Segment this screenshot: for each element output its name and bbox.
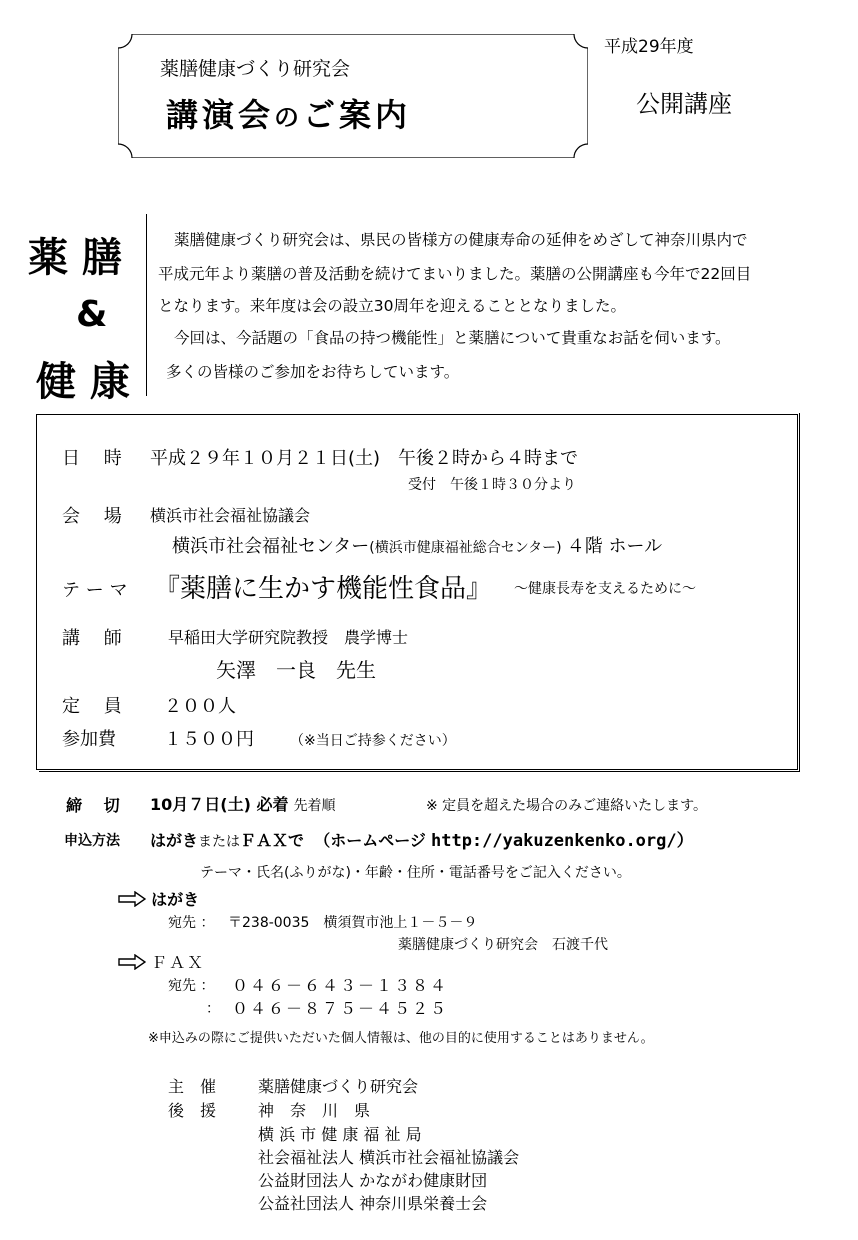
- postcard-address: 〒238-0035 横須賀市池上１－５－９: [228, 915, 478, 931]
- privacy-note: ※申込みの際にご提供いただいた個人情報は、他の目的に使用することはありません。: [148, 1031, 654, 1046]
- plaque-title-part2: の: [274, 103, 304, 132]
- venue-room: ４階 ホール: [566, 536, 663, 557]
- supporter: 公益社団法人 神奈川県栄養士会: [258, 1194, 488, 1213]
- method-or: または: [198, 834, 241, 850]
- plaque-organizer-name: 薬膳健康づくり研究会: [160, 58, 351, 80]
- arrow-right-icon: [118, 954, 146, 970]
- fax-separator: ：: [206, 1001, 220, 1017]
- fee-note: （※当日ご持参ください）: [290, 733, 456, 749]
- fee-label: 参加費: [62, 729, 116, 750]
- venue-place-name: 横浜市社会福祉センター: [172, 536, 370, 557]
- side-heading-line2: &: [76, 294, 108, 335]
- venue-label: 会 場: [62, 506, 122, 527]
- supporter: 公益財団法人 かながわ健康財団: [258, 1171, 488, 1190]
- postcard-address-label: 宛先 ：: [168, 915, 215, 931]
- title-plaque: [118, 34, 588, 158]
- deadline: [150, 792, 336, 815]
- method-label: 申込方法: [64, 833, 120, 849]
- postcard-recipient: 薬膳健康づくり研究会 石渡千代: [398, 937, 608, 953]
- postcard-heading: [118, 887, 199, 910]
- supporter: 社会福祉法人 横浜市社会福祉協議会: [258, 1148, 520, 1167]
- datetime-value: 平成２９年１０月２１日(土) 午後２時から４時まで: [150, 448, 579, 469]
- supporter: 横 浜 市 健 康 福 祉 局: [258, 1125, 422, 1144]
- intro-line: 多くの皆様のご参加をお待ちしています。: [166, 363, 460, 381]
- deadline-note: ※ 定員を超えた場合のみご連絡いたします。: [426, 798, 708, 814]
- lecturer-position: 早稲田大学研究院教授 農学博士: [168, 628, 409, 647]
- deadline-value: 10月７日(土) 必着: [150, 795, 289, 814]
- reception-time: 受付 午後１時３０分より: [408, 477, 576, 493]
- theme-label: テ ー マ: [62, 580, 128, 601]
- method-value: [150, 826, 694, 851]
- fee-value: １５００円: [164, 729, 254, 750]
- side-heading-line3: 健 康: [36, 359, 130, 405]
- lecturer-name: 矢澤 一良 先生: [216, 658, 376, 682]
- host-label: 主 催: [168, 1077, 217, 1096]
- lecture-type: 公開講座: [636, 90, 732, 118]
- side-divider: [146, 214, 147, 396]
- plaque-title-part1: 講演会: [166, 96, 275, 134]
- capacity-label: 定 員: [62, 696, 122, 717]
- datetime-label: 日 時: [62, 448, 122, 469]
- intro-line: 今回は、今話題の「食品の持つ機能性」と薬膳について貴重なお話を伺います。: [174, 329, 731, 347]
- fax-heading: [118, 950, 205, 973]
- method-fax: ＦＡＸで: [240, 831, 305, 850]
- intro-line: 薬膳健康づくり研究会は、県民の皆様方の健康寿命の延伸をめざして神奈川県内で: [174, 231, 748, 249]
- intro-line: となります。来年度は会の設立30周年を迎えることとなりました。: [158, 297, 626, 315]
- capacity-value: ２００人: [164, 696, 236, 717]
- intro-line: 平成元年より薬膳の普及活動を続けてまいりました。薬膳の公開講座も今年で22回目: [158, 265, 752, 283]
- fax-number-1: ０４６－６４３－１３８４: [232, 976, 449, 995]
- side-heading-line1: 薬 膳: [28, 235, 122, 281]
- method-postcard: はがき: [150, 831, 199, 850]
- homepage-url[interactable]: http://yakuzenkenko.org/）: [430, 831, 694, 851]
- arrow-right-icon: [118, 891, 146, 907]
- theme-title: 『薬膳に生かす機能性食品』: [154, 574, 493, 604]
- host-value: 薬膳健康づくり研究会: [258, 1077, 419, 1096]
- supporter: 神 奈 川 県: [258, 1101, 371, 1120]
- venue-place: [172, 532, 662, 558]
- deadline-label: 締 切: [66, 796, 120, 815]
- plaque-title: [166, 90, 411, 136]
- fiscal-year: 平成29年度: [604, 37, 694, 57]
- lecturer-label: 講 師: [62, 628, 122, 649]
- theme-subtitle: ～健康長寿を支えるために～: [514, 581, 696, 597]
- support-label: 後 援: [168, 1101, 217, 1120]
- application-instruction: テーマ・氏名(ふりがな)・年齢・住所・電話番号をご記入ください。: [200, 865, 631, 881]
- fax-heading-label: ＦＡＸ: [151, 953, 206, 972]
- plaque-title-part3: ご案内: [303, 96, 412, 134]
- venue-place-note: (横浜市健康福祉総合センター): [369, 540, 562, 556]
- fax-address-label: 宛先 ：: [168, 978, 215, 994]
- venue-organization: 横浜市社会福祉協議会: [150, 506, 311, 525]
- fax-number-2: ０４６－８７５－４５２５: [232, 999, 449, 1018]
- homepage-label: （ホームページ: [314, 831, 426, 850]
- deadline-order: 先着順: [293, 798, 336, 814]
- postcard-heading-label: はがき: [151, 890, 200, 909]
